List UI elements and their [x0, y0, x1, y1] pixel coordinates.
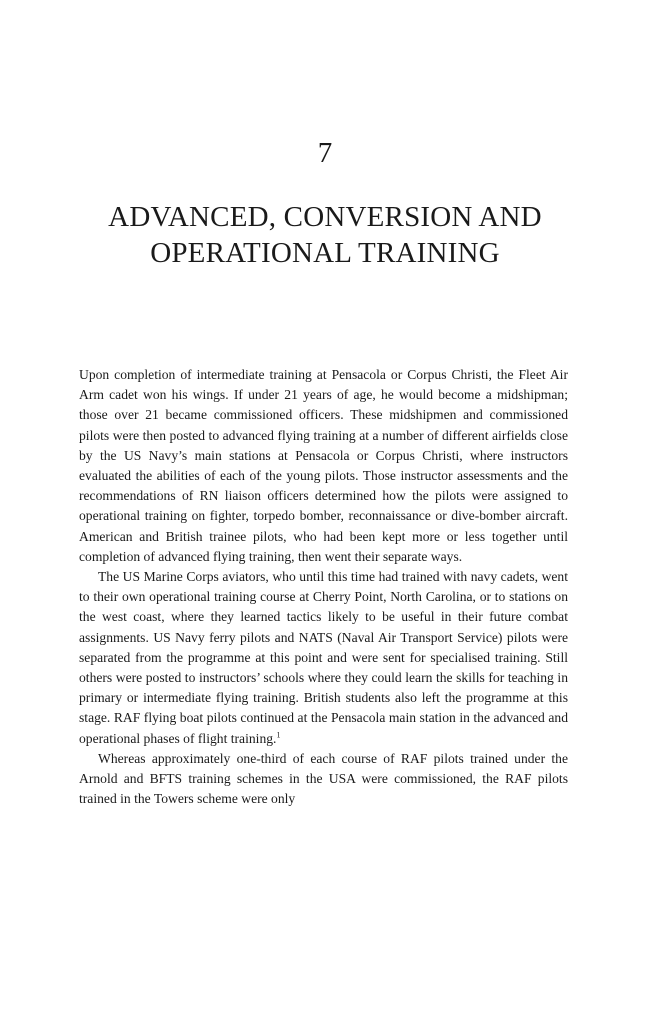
chapter-title-line-2: OPERATIONAL TRAINING: [150, 237, 500, 269]
body-text: [79, 365, 568, 809]
paragraph-1: [79, 365, 568, 567]
paragraph-1-text: Upon completion of intermediate training at Pensacola or Corpus Christi, the Fleet Air Arm cadet won his wings. If under 21 years of age, he would become a midshipman; those over 21 became commissioned officers. These midshipmen and commissioned pilots were then posted to advanced flying training at a number of different airfields close by the US Navy’s main stations at Pensacola or Corpus Christi, where instructors evaluated the abilities of each of the young pilots. Those instructor assessments and the recommendations of RN liaison officers determined how the pilots were assigned to operational training on fighter, torpedo bomber, reconnaissance or dive-bomber aircraft. American and British trainee pilots, who had been kept more or less together until completion of advanced flying training, then went their separate ways.: [79, 367, 568, 564]
paragraph-3: [79, 749, 568, 810]
chapter-title-line-1: ADVANCED, CONVERSION AND: [108, 201, 542, 233]
paragraph-2: [79, 567, 568, 749]
paragraph-3-text: Whereas approximately one-third of each course of RAF pilots trained under the Arnold and BFTS training schemes in the USA were commissioned, the RAF pilots trained in the Towers scheme were only: [79, 750, 568, 807]
chapter-title: [60, 199, 590, 271]
chapter-number: 7: [317, 137, 333, 169]
footnote-marker: 1: [276, 730, 281, 740]
paragraph-2-text: The US Marine Corps aviators, who until this time had trained with navy cadets, went to their own operational training course at Cherry Point, North Carolina, or to stations on the west coast, where they learned tactics likely to be useful in their future combat assignments. US Navy ferry pilots and NATS (Naval Air Transport Service) pilots were separated from the programme at this point and were sent for specialised training. Still others were posted to instructors’ schools where they could learn the skills for teaching in primary or intermediate flying training. British students also left the programme at this stage. RAF flying boat pilots continued at the Pensacola main station in the advanced and operational phases of flight training.: [79, 569, 568, 746]
